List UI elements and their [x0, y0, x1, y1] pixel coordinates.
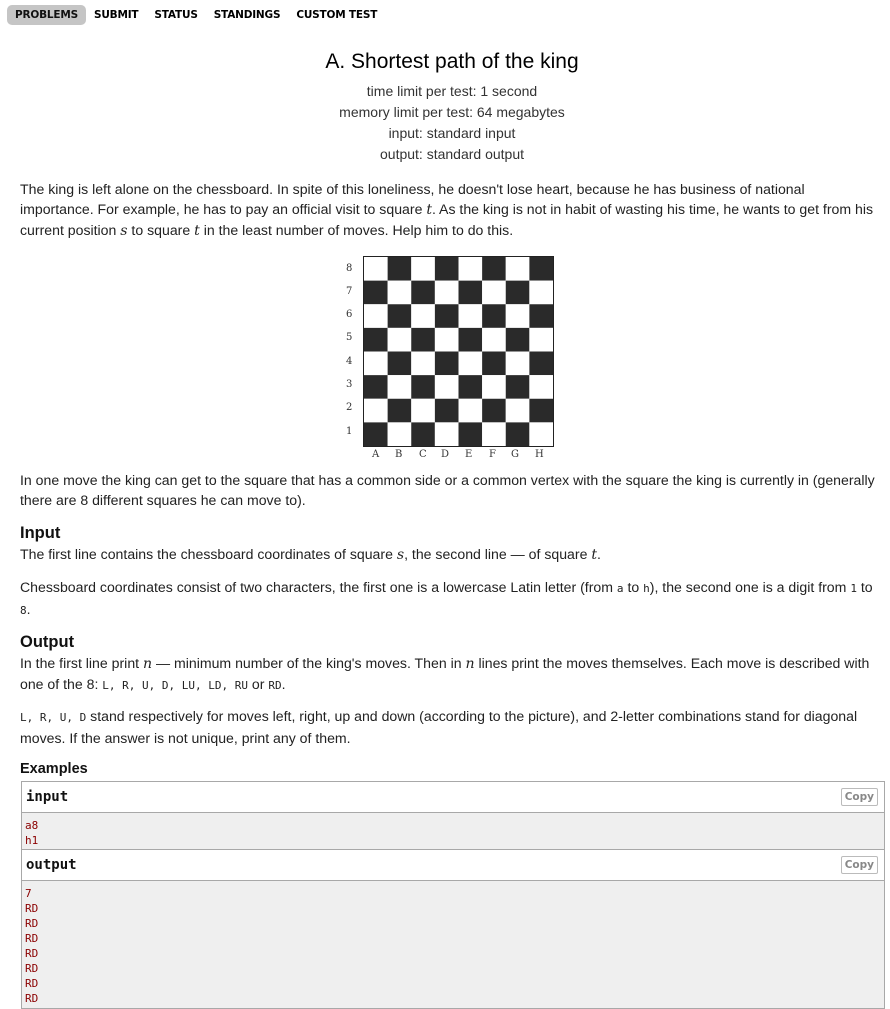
code-inline: a: [616, 582, 624, 595]
board-square: [388, 281, 412, 305]
input-type: input: standard input: [388, 125, 516, 141]
file-label: C: [419, 449, 427, 460]
code-inline: 8: [20, 604, 27, 617]
file-label: H: [535, 449, 544, 460]
board-square: [435, 328, 459, 352]
math-n: n: [142, 656, 153, 672]
output-type: output: standard output: [380, 146, 524, 162]
board-square: [411, 281, 435, 305]
board-square: [459, 422, 483, 446]
copy-output-button[interactable]: Copy: [841, 856, 878, 874]
board-square: [411, 304, 435, 328]
output-heading: Output: [20, 633, 75, 651]
board-square: [506, 399, 530, 423]
input-text: to: [856, 579, 873, 595]
input-text: ), the second one is a digit from: [649, 579, 851, 595]
example-output-box: [21, 849, 885, 1009]
board-square: [529, 257, 553, 281]
example-output-line: RD: [25, 932, 39, 945]
input-paragraph-2: [20, 577, 880, 621]
board-square: [529, 352, 553, 376]
board-square: [459, 375, 483, 399]
file-label: A: [372, 449, 380, 460]
examples-heading: Examples: [20, 761, 88, 777]
code-inline: 1: [850, 582, 857, 595]
board-square: [482, 399, 506, 423]
example-output-line: RD: [25, 902, 39, 915]
board-square: [506, 304, 530, 328]
example-output-content[interactable]: [22, 881, 884, 1008]
board-square: [411, 328, 435, 352]
tab-problems[interactable]: PROBLEMS: [7, 5, 86, 25]
example-input-line: a8: [25, 819, 39, 832]
rank-label: 8: [346, 263, 353, 274]
example-output-line: RD: [25, 992, 39, 1005]
rank-label: 4: [346, 356, 353, 367]
board-square: [506, 257, 530, 281]
example-input-label: input: [26, 789, 69, 805]
statement-paragraph-2: In one move the king can get to the square that has a common side or a common vertex with the square the king is currently in (generally there are 8 different squares he can move to).: [20, 472, 875, 508]
chessboard-figure: [340, 254, 570, 464]
math-t: t: [591, 547, 597, 563]
input-text: Chessboard coordinates consist of two characters, the first one is a lowercase Latin letter (from: [20, 579, 617, 595]
output-paragraph-2: [20, 706, 880, 748]
math-n: n: [465, 656, 475, 672]
code-inline: L, R, U, D: [20, 711, 87, 724]
board-square: [529, 422, 553, 446]
board-square: [364, 399, 388, 423]
board-square: [506, 375, 530, 399]
board-square: [459, 281, 483, 305]
output-paragraph-1: [20, 653, 880, 696]
problem-header: [0, 49, 890, 165]
example-input-header: [22, 782, 884, 813]
board-square: [435, 375, 459, 399]
file-label: F: [489, 449, 496, 460]
input-text: .: [26, 601, 31, 617]
board-square: [506, 281, 530, 305]
board-square: [482, 281, 506, 305]
memory-limit: memory limit per test: 64 megabytes: [339, 104, 565, 120]
example-output-line: RD: [25, 962, 39, 975]
example-output-line: 7: [25, 887, 32, 900]
board-square: [388, 422, 412, 446]
board-square: [529, 304, 553, 328]
output-text: — minimum number of the king's moves. Then in: [152, 655, 466, 671]
rank-label: 7: [346, 286, 353, 297]
board-square: [388, 257, 412, 281]
board-square: [529, 281, 553, 305]
code-inline: h: [643, 582, 650, 595]
board-square: [529, 328, 553, 352]
output-text: In the first line print: [20, 655, 143, 671]
statement-text: The king is left alone on the chessboard. In spite of this loneliness, he doesn't lose heart, because he has business of national importance. For example, he has to pay an official visit to square: [20, 181, 805, 217]
math-t: t: [426, 202, 432, 218]
rank-label: 5: [346, 332, 353, 343]
output-text: lines print the moves themselves. Each move is described with one of the 8:: [20, 655, 870, 692]
statement-text: . As the king is not in habit of wasting his time, he wants to get from his current position: [20, 201, 874, 238]
board-square: [459, 399, 483, 423]
board-square: [364, 375, 388, 399]
board-square: [411, 375, 435, 399]
output-text: or: [247, 676, 269, 692]
file-label: G: [511, 449, 519, 460]
chessboard: [363, 256, 554, 447]
board-square: [529, 375, 553, 399]
board-square: [364, 257, 388, 281]
board-square: [482, 352, 506, 376]
output-text: stand respectively for moves left, right, up and down (according to the picture), and 2-letter combinations stand for diagonal moves. If the answer is not unique, print any of them.: [20, 708, 858, 746]
chessboard-grid: [364, 257, 553, 446]
input-heading: Input: [20, 524, 61, 542]
example-output-line: RD: [25, 917, 39, 930]
input-text: .: [597, 546, 601, 562]
board-square: [506, 328, 530, 352]
code-inline: L, R, U, D, LU, LD, RU: [102, 679, 248, 692]
board-square: [435, 257, 459, 281]
input-text: to: [623, 579, 644, 595]
example-input-box: [21, 781, 885, 851]
board-square: [364, 281, 388, 305]
board-square: [459, 257, 483, 281]
file-label: B: [395, 449, 403, 460]
example-output-line: RD: [25, 947, 39, 960]
board-square: [411, 399, 435, 423]
problem-limits: [0, 81, 890, 165]
statement-text: to square: [127, 222, 195, 238]
math-s: s: [120, 223, 128, 239]
math-t: t: [194, 223, 200, 239]
board-square: [435, 281, 459, 305]
board-square: [388, 375, 412, 399]
problem-title: A. Shortest path of the king: [325, 50, 579, 73]
board-square: [364, 352, 388, 376]
tab-custom-test[interactable]: CUSTOM TEST: [296, 8, 378, 21]
board-square: [411, 422, 435, 446]
copy-input-button[interactable]: Copy: [841, 788, 878, 806]
board-square: [364, 422, 388, 446]
board-square: [388, 304, 412, 328]
statement-paragraph-1: [20, 179, 880, 241]
input-text: The first line contains the chessboard coordinates of square: [20, 546, 397, 562]
file-label: E: [465, 449, 473, 460]
board-square: [411, 352, 435, 376]
board-square: [364, 304, 388, 328]
board-square: [459, 352, 483, 376]
board-square: [482, 257, 506, 281]
board-square: [435, 422, 459, 446]
time-limit: time limit per test: 1 second: [366, 83, 538, 99]
board-square: [459, 304, 483, 328]
board-square: [482, 328, 506, 352]
board-square: [482, 304, 506, 328]
board-square: [506, 352, 530, 376]
code-inline: RD: [268, 679, 282, 692]
board-square: [364, 328, 388, 352]
example-output-label: output: [26, 857, 77, 873]
statement-text: in the least number of moves. Help him to do this.: [199, 222, 514, 238]
rank-label: 6: [346, 309, 353, 320]
board-square: [411, 257, 435, 281]
input-paragraph-1: [20, 544, 880, 565]
tab-standings[interactable]: STANDINGS: [213, 8, 281, 21]
output-text: .: [281, 676, 286, 692]
board-square: [506, 422, 530, 446]
file-label: D: [441, 449, 450, 460]
board-square: [529, 399, 553, 423]
board-square: [388, 352, 412, 376]
board-square: [459, 328, 483, 352]
rank-label: 3: [346, 379, 353, 390]
tab-status[interactable]: STATUS: [154, 8, 198, 21]
math-s: s: [396, 547, 405, 563]
tab-submit[interactable]: SUBMIT: [93, 8, 139, 21]
board-square: [482, 422, 506, 446]
example-input-line: h1: [25, 834, 39, 847]
board-square: [388, 399, 412, 423]
problem-nav: [7, 4, 385, 25]
rank-label: 2: [346, 402, 353, 413]
input-text: , the second line — of square: [404, 546, 592, 562]
board-square: [388, 328, 412, 352]
board-square: [482, 375, 506, 399]
board-square: [435, 352, 459, 376]
example-output-line: RD: [25, 977, 39, 990]
example-output-header: [22, 850, 884, 881]
board-square: [435, 399, 459, 423]
example-input-content[interactable]: [22, 813, 884, 850]
rank-label: 1: [346, 426, 353, 437]
board-square: [435, 304, 459, 328]
